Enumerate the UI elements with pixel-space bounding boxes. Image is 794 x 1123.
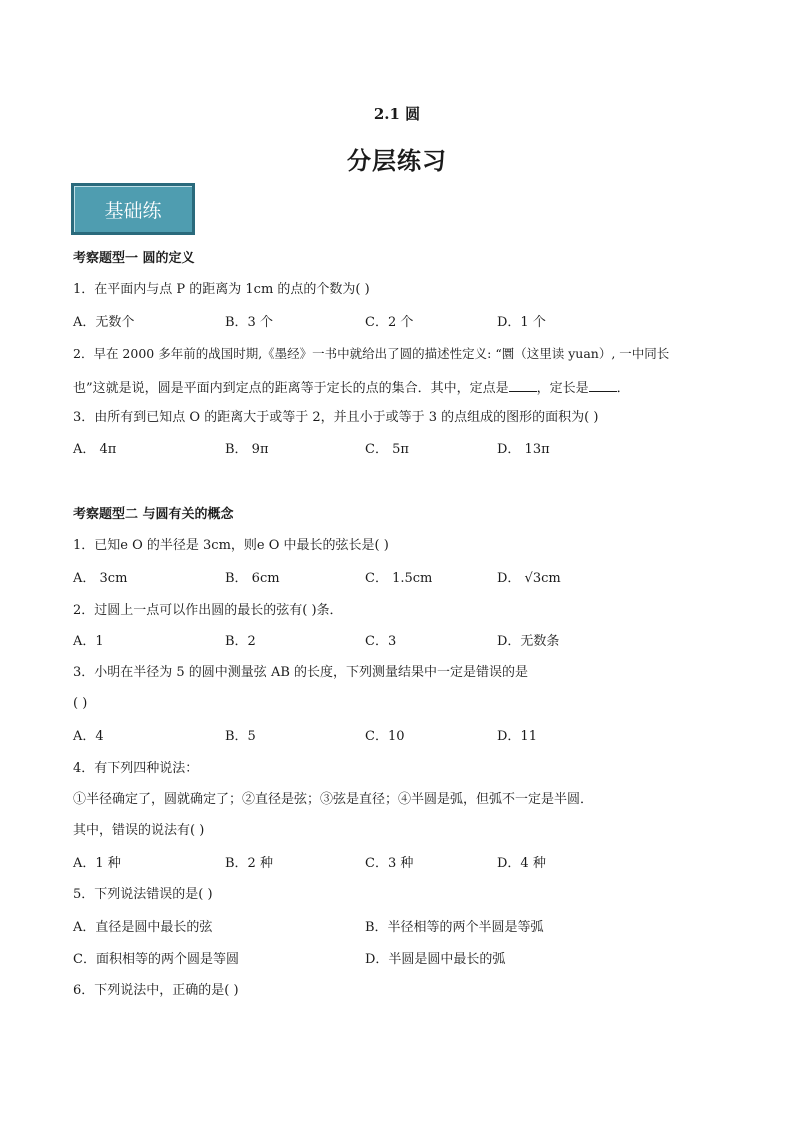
option-2-2-d: D．无数条 [497, 634, 560, 649]
option-2-4-a: A．1 种 [73, 856, 121, 871]
question-1-1: 1．在平面内与点 P 的距离为 1cm 的点的个数为( ) [73, 282, 370, 297]
option-1-1-a: A．无数个 [73, 315, 135, 330]
option-2-3-c: C．10 [365, 729, 405, 744]
question-2-2: 2．过圆上一点可以作出圆的最长的弦有( )条． [73, 603, 343, 618]
option-2-2-c: C．3 [365, 634, 397, 649]
question-2-3-line2: ( ) [73, 696, 88, 711]
option-2-1-c: C． 1.5cm [365, 571, 433, 586]
question-2-3-line1: 3．小明在半径为 5 的圆中测量弦 AB 的长度，下列测量结果中一定是错误的是 [73, 665, 529, 680]
option-2-3-b: B．5 [225, 729, 256, 744]
option-2-3-a: A．4 [73, 729, 104, 744]
question-2-5: 5．下列说法错误的是( ) [73, 887, 213, 902]
section-heading-1: 考察题型一 圆的定义 [73, 251, 195, 266]
option-1-3-b: B． 9π [225, 442, 269, 457]
answer-blank-radius[interactable] [589, 379, 617, 392]
option-1-3-a: A． 4π [73, 442, 117, 457]
option-2-5-b: B．半径相等的两个半圆是等弧 [365, 920, 544, 935]
option-2-1-a: A． 3cm [73, 571, 128, 586]
page-title: 分层练习 [347, 146, 447, 175]
option-2-1-b: B． 6cm [225, 571, 280, 586]
question-2-4-line2: ①半径确定了，圆就确定了；②直径是弦；③弦是直径；④半圆是弧，但弧不一定是半圆． [73, 792, 594, 807]
option-1-3-c: C． 5π [365, 442, 409, 457]
question-1-2-text-c: ． [616, 381, 630, 396]
option-2-4-d: D．4 种 [497, 856, 546, 871]
option-2-4-b: B．2 种 [225, 856, 273, 871]
question-1-2-text-a: 也”这就是说，圆是平面内到定点的距离等于定长的点的集合．其中，定点是 [73, 381, 509, 396]
section-heading-2: 考察题型二 与圆有关的概念 [73, 507, 234, 522]
option-2-2-b: B．2 [225, 634, 256, 649]
option-2-2-a: A．1 [73, 634, 104, 649]
option-2-3-d: D．11 [497, 729, 537, 744]
basic-practice-badge: 基础练 [71, 183, 195, 235]
question-2-1: 1．已知e O 的半径是 3cm，则e O 中最长的弦长是( ) [73, 538, 389, 553]
option-2-1-d: D． √3cm [497, 571, 561, 586]
option-2-5-c: C．面积相等的两个圆是等圆 [73, 952, 239, 967]
question-1-2-line1: 2．早在 2000 多年前的战国时期,《墨经》一书中就给出了圆的描述性定义: “圜（这里读 yuan）, 一中同长 [73, 346, 670, 361]
option-2-5-d: D．半圆是圆中最长的弧 [365, 952, 506, 967]
answer-blank-center[interactable] [509, 379, 537, 392]
question-1-2-text-b: ，定长是 [536, 381, 589, 396]
option-1-3-d: D． 13π [497, 442, 550, 457]
option-1-1-d: D．1 个 [497, 315, 546, 330]
question-2-6: 6．下列说法中，正确的是( ) [73, 983, 239, 998]
option-2-4-c: C．3 种 [365, 856, 414, 871]
option-2-5-a: A．直径是圆中最长的弦 [73, 920, 213, 935]
option-1-1-b: B．3 个 [225, 315, 273, 330]
lesson-number-title: 2.1 圆 [373, 105, 421, 123]
question-2-4-line1: 4．有下列四种说法： [73, 761, 199, 776]
question-2-4-line3: 其中，错误的说法有( ) [73, 823, 205, 838]
option-1-1-c: C．2 个 [365, 315, 414, 330]
question-1-2-line2 [73, 379, 630, 398]
question-1-3: 3．由所有到已知点 O 的距离大于或等于 2，并且小于或等于 3 的点组成的图形的面积为( ) [73, 410, 599, 425]
